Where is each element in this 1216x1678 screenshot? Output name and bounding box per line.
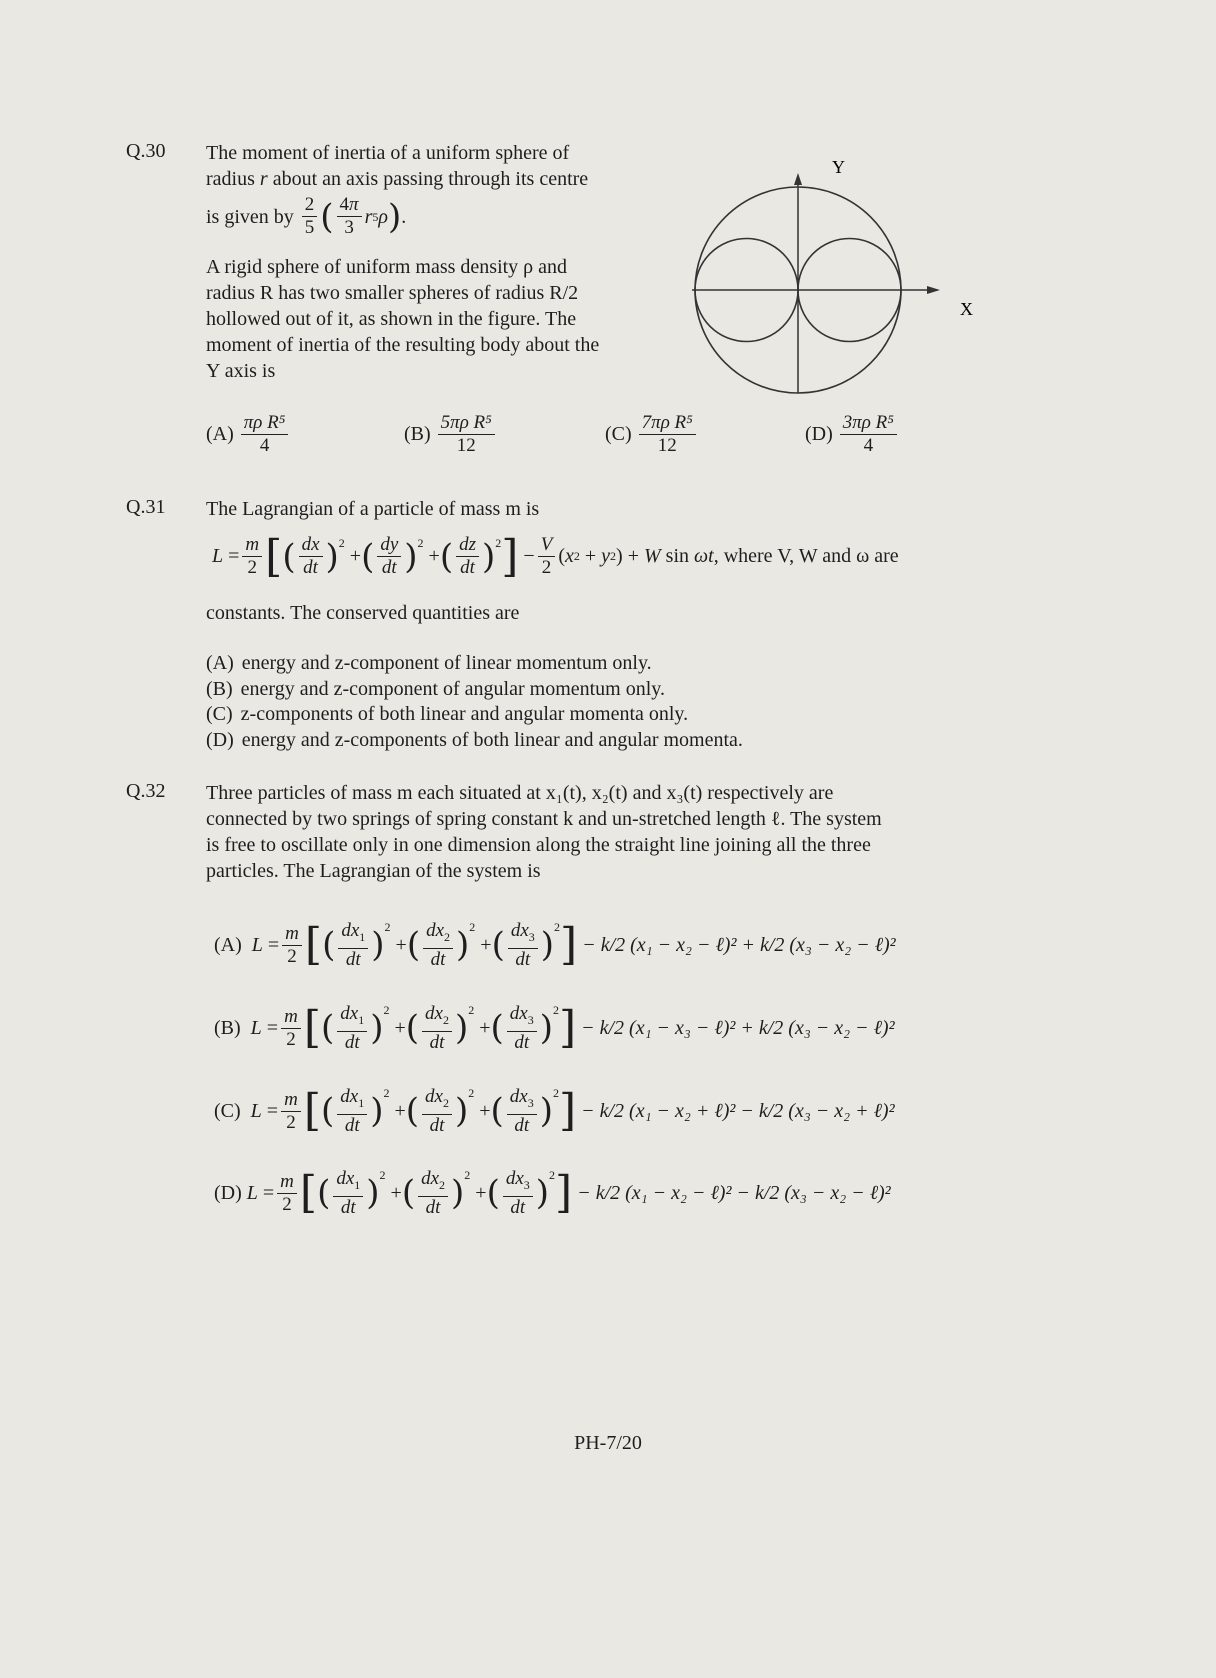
x-arrow-icon: [927, 286, 940, 294]
option-label: (B): [404, 423, 431, 445]
q30-line1: The moment of inertia of a uniform sphere of: [206, 142, 570, 164]
q32-line: Three particles of mass m each situated at x₁(t), x₂(t) and x₃(t) respectively are: [206, 782, 834, 804]
q30-para-line: radius R has two smaller spheres of radius R/2: [206, 282, 579, 304]
q31-lagrangian: L = $\frac{m}{2}$ [ ( $\frac{dx}{dt}$ ) $^2$ + ( $\frac{dy}{dt}$ ) $^2$ + ( $\frac{dz}{dt}$ ) $^2$ ] − $\frac{V}{2}$ ( x 2 + y 2 ) + W sin ωt , where V, W and ω are: [212, 530, 899, 582]
q32-text: [206, 780, 986, 884]
option-text: energy and z-component of linear momentum only.: [241, 652, 652, 674]
q30-given-by: is given by: [206, 205, 294, 228]
option-denominator: 12: [657, 435, 677, 456]
option-label: (D): [214, 1181, 242, 1204]
q32-line: is free to oscillate only in one dimension along the straight line joining all the three: [206, 834, 871, 856]
q32-line: particles. The Lagrangian of the system is: [206, 860, 541, 882]
q32-number: Q.32: [126, 780, 166, 802]
q31-options: [206, 651, 743, 753]
q32-option-b[interactable]: (B) L = $\frac{m}{2}$ [ ( $\frac{dx_1}{dt}$ ) $^2$ + ( $\frac{dx_2}{dt}$ ) $^2$ + ( $\frac{dx_3}{dt}$ ) $^2$ ] − k/2 (x₁ − x₃ − ℓ)² + k/2 (x₃ − x₂ − ℓ)²: [214, 1002, 895, 1054]
option-label: (D): [206, 728, 234, 751]
option-label: (A): [206, 652, 234, 674]
option-label: (B): [214, 1016, 241, 1039]
y-axis-label: Y: [832, 157, 845, 177]
x-axis-label: X: [960, 299, 973, 319]
option-label: (C): [605, 423, 632, 445]
page-footer: PH-7/20: [574, 1432, 642, 1454]
option-potential: − k/2 (x₁ − x₂ + ℓ)² − k/2 (x₃ − x₂ + ℓ)²: [581, 1099, 895, 1122]
q30-option-a[interactable]: [206, 412, 291, 457]
option-text: energy and z-components of both linear and angular momenta.: [241, 728, 743, 751]
q30-number: Q.30: [126, 140, 166, 162]
q31-option-d[interactable]: [206, 728, 743, 754]
q32-option-a[interactable]: (A) L = $\frac{m}{2}$ [ ( $\frac{dx_1}{dt}$ ) $^2$ + ( $\frac{dx_2}{dt}$ ) $^2$ + ( $\frac{dx_3}{dt}$ ) $^2$ ] − k/2 (x₁ − x₂ − ℓ)² + k/2 (x₃ − x₂ − ℓ)²: [214, 919, 896, 971]
q30-option-c[interactable]: [605, 412, 699, 457]
q31-where: , where V, W and ω are: [713, 545, 899, 567]
option-numerator: 7πρ R⁵: [639, 412, 696, 435]
option-text: energy and z-component of angular momentum only.: [240, 677, 665, 700]
option-label: (C): [214, 1099, 241, 1122]
q31-number: Q.31: [126, 496, 166, 518]
y-arrow-icon: [794, 173, 802, 185]
option-potential: − k/2 (x₁ − x₂ − ℓ)² + k/2 (x₃ − x₂ − ℓ)²: [582, 933, 896, 956]
option-label: (A): [214, 933, 242, 956]
q30-line2-var: r: [259, 168, 268, 190]
q30-figure: [680, 155, 980, 410]
q30-option-d[interactable]: [805, 412, 900, 457]
q31-conclusion: constants. The conserved quantities are: [206, 602, 520, 624]
q30-line2-post: about an axis passing through its centre: [272, 168, 589, 190]
q30-para-line: Y axis is: [206, 360, 276, 382]
option-potential: − k/2 (x₁ − x₃ − ℓ)² + k/2 (x₃ − x₂ − ℓ)²: [581, 1016, 895, 1039]
option-numerator: 3πρ R⁵: [840, 412, 897, 435]
option-label: (D): [805, 423, 833, 445]
q31-option-b[interactable]: [206, 677, 743, 703]
q32-option-c[interactable]: (C) L = $\frac{m}{2}$ [ ( $\frac{dx_1}{dt}$ ) $^2$ + ( $\frac{dx_2}{dt}$ ) $^2$ + ( $\frac{dx_3}{dt}$ ) $^2$ ] − k/2 (x₁ − x₂ + ℓ)² − k/2 (x₃ − x₂ + ℓ)²: [214, 1085, 895, 1137]
q32-line: connected by two springs of spring constant k and un-stretched length ℓ. The system: [206, 808, 882, 830]
option-potential: − k/2 (x₁ − x₂ − ℓ)² − k/2 (x₃ − x₂ − ℓ)²: [577, 1181, 891, 1204]
q32-option-d[interactable]: (D) L = $\frac{m}{2}$ [ ( $\frac{dx_1}{dt}$ ) $^2$ + ( $\frac{dx_2}{dt}$ ) $^2$ + ( $\frac{dx_3}{dt}$ ) $^2$ ] − k/2 (x₁ − x₂ − ℓ)² − k/2 (x₃ − x₂ − ℓ)²: [214, 1167, 891, 1219]
q30-text: [206, 140, 676, 192]
option-label: (B): [206, 677, 233, 700]
option-text: z-components of both linear and angular momenta only.: [240, 703, 689, 725]
q30-paragraph: [206, 254, 676, 384]
q31-option-c[interactable]: [206, 702, 743, 728]
q30-para-line: hollowed out of it, as shown in the figure. The: [206, 308, 577, 330]
q30-option-b[interactable]: [404, 412, 498, 457]
q30-para-line: moment of inertia of the resulting body about the: [206, 334, 600, 356]
q30-formula: is given by $\frac{2}{5}$ ( $\frac{4\pi}{3}$ r 5 ρ ) .: [206, 194, 407, 238]
option-numerator: πρ R⁵: [241, 412, 289, 435]
q31-intro: The Lagrangian of a particle of mass m is: [206, 498, 540, 520]
option-label: (C): [206, 703, 233, 725]
option-denominator: 12: [456, 435, 476, 456]
option-numerator: 5πρ R⁵: [438, 412, 495, 435]
q31-option-a[interactable]: [206, 651, 743, 677]
option-denominator: 4: [863, 435, 874, 456]
option-denominator: 4: [259, 435, 270, 456]
option-label: (A): [206, 423, 234, 445]
q30-para-line: A rigid sphere of uniform mass density ρ and: [206, 256, 568, 278]
q30-line2-pre: radius: [206, 168, 255, 190]
